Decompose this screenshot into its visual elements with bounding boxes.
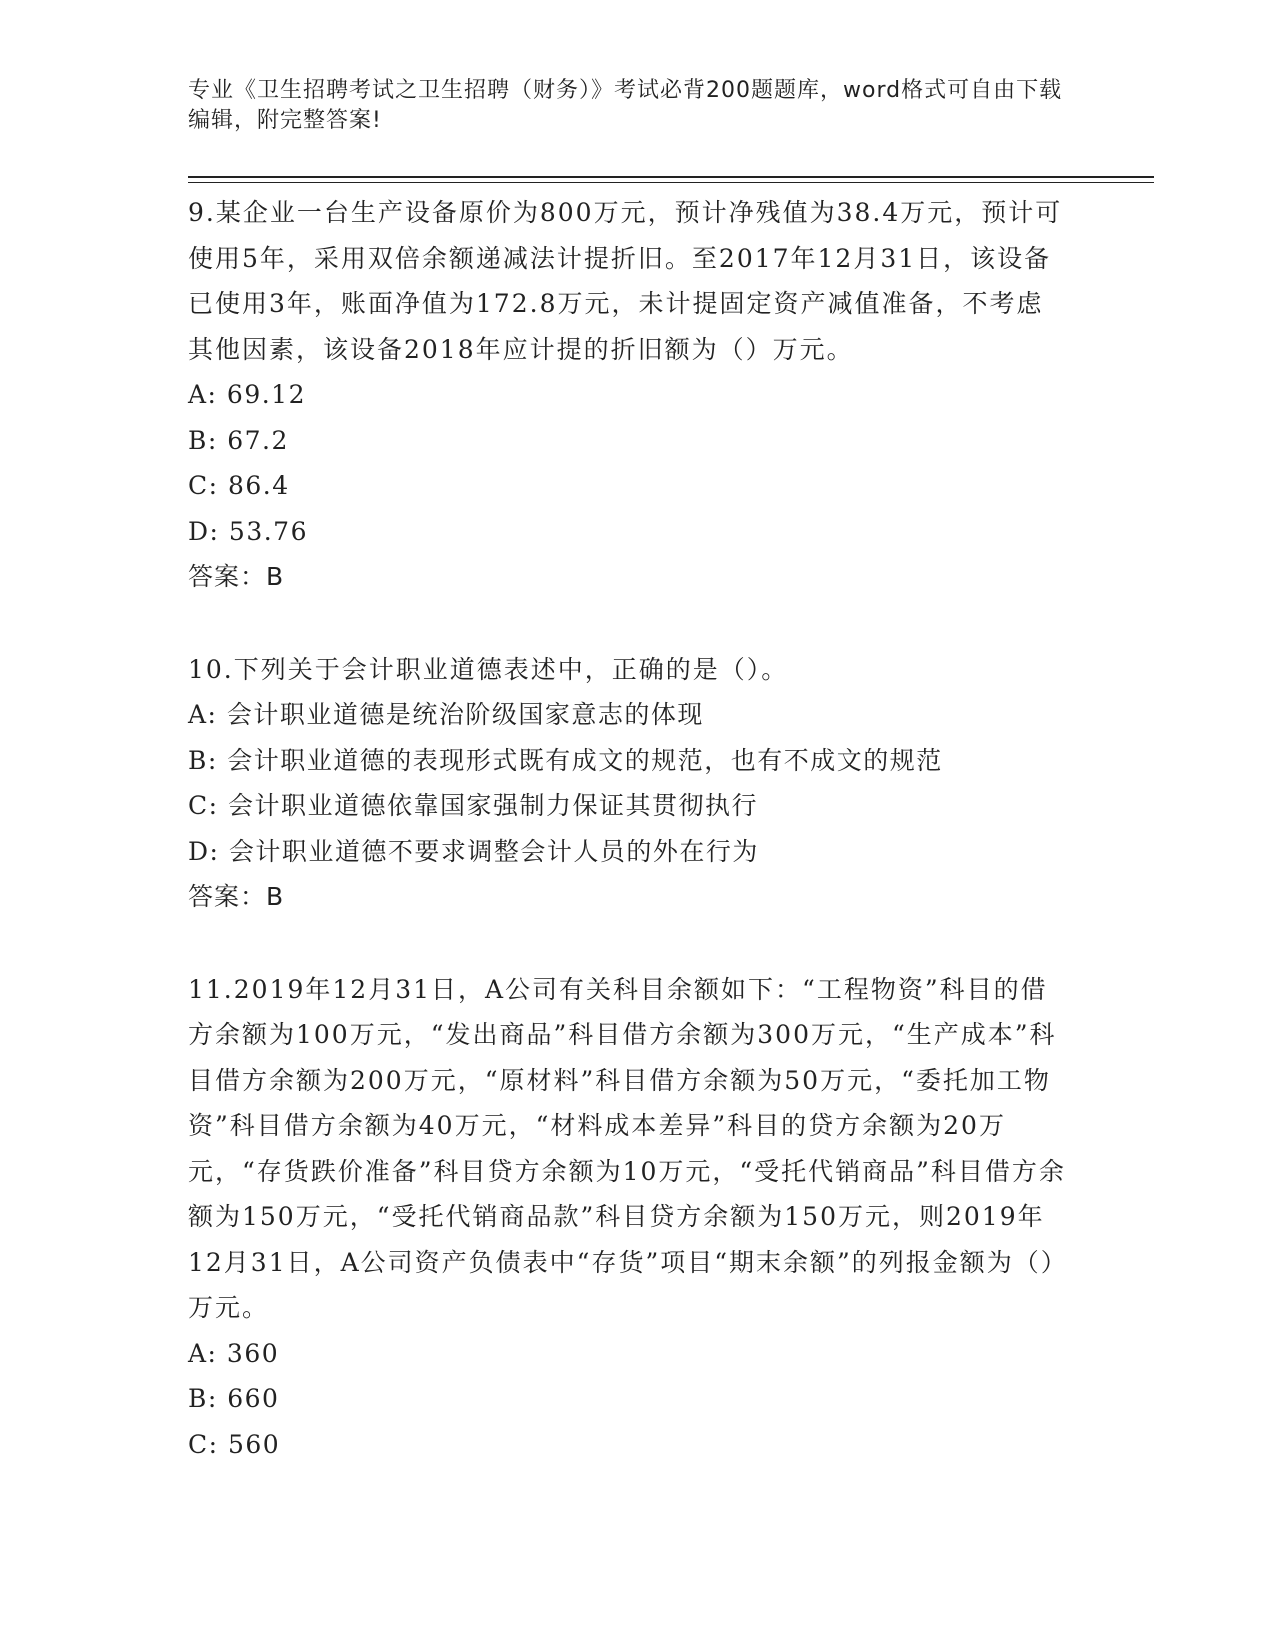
question-stem: 9.某企业一台生产设备原价为800万元，预计净残值为38.4万元，预计可使用5年，采用双倍余额递减法计提折旧。至2017年12月31日，该设备已使用3年，账面净值为172.8万元，未计提固定资产减值准备，不考虑其他因素，该设备2018年应计提的折旧额为（）万元。 [188,198,1063,364]
answer: 答案：B [188,562,285,591]
question-stem: 11.2019年12月31日，A公司有关科目余额如下：“工程物资”科目的借方余额为100万元，“发出商品”科目借方余额为300万元，“生产成本”科目借方余额为200万元，“原材料”科目借方余额为50万元，“委托加工物资”科目借方余额为40万元，“材料成本差异”科目的贷方余额为20万元，“存货跌价准备”科目贷方余额为10万元，“受托代销商品”科目借方余额为150万元，“受托代销商品款”科目贷方余额为150万元，则2019年12月31日，A公司资产负债表中“存货”项目“期末余额”的列报金额为（）万元。 [188,974,1068,1322]
question-11 [188,967,1068,1468]
question-10 [188,647,1068,920]
option-b: B: 660 [188,1384,280,1413]
option-b: B: 会计职业道德的表现形式既有成文的规范，也有不成文的规范 [188,745,943,775]
question-9 [188,190,1068,600]
option-a: A: 360 [188,1338,280,1368]
spacer [188,920,1068,967]
answer: 答案：B [188,882,285,911]
option-c: C: 会计职业道德依靠国家强制力保证其贯彻执行 [188,791,758,820]
header-divider-thin [188,182,1154,183]
option-d: D: 53.76 [188,516,308,546]
option-d: D: 会计职业道德不要求调整会计人员的外在行为 [188,836,759,866]
option-b: B: 67.2 [188,425,289,455]
question-stem: 10.下列关于会计职业道德表述中，正确的是（）。 [188,654,789,684]
option-a: A: 69.12 [188,380,306,409]
spacer [188,600,1068,647]
option-c: C: 560 [188,1429,281,1459]
option-c: C: 86.4 [188,471,290,500]
header-divider [188,176,1154,178]
document-header: 专业《卫生招聘考试之卫生招聘（财务）》考试必背200题题库，word格式可自由下载编辑，附完整答案! [188,78,1063,133]
question-list [188,190,1068,1467]
option-a: A: 会计职业道德是统治阶级国家意志的体现 [188,700,704,729]
